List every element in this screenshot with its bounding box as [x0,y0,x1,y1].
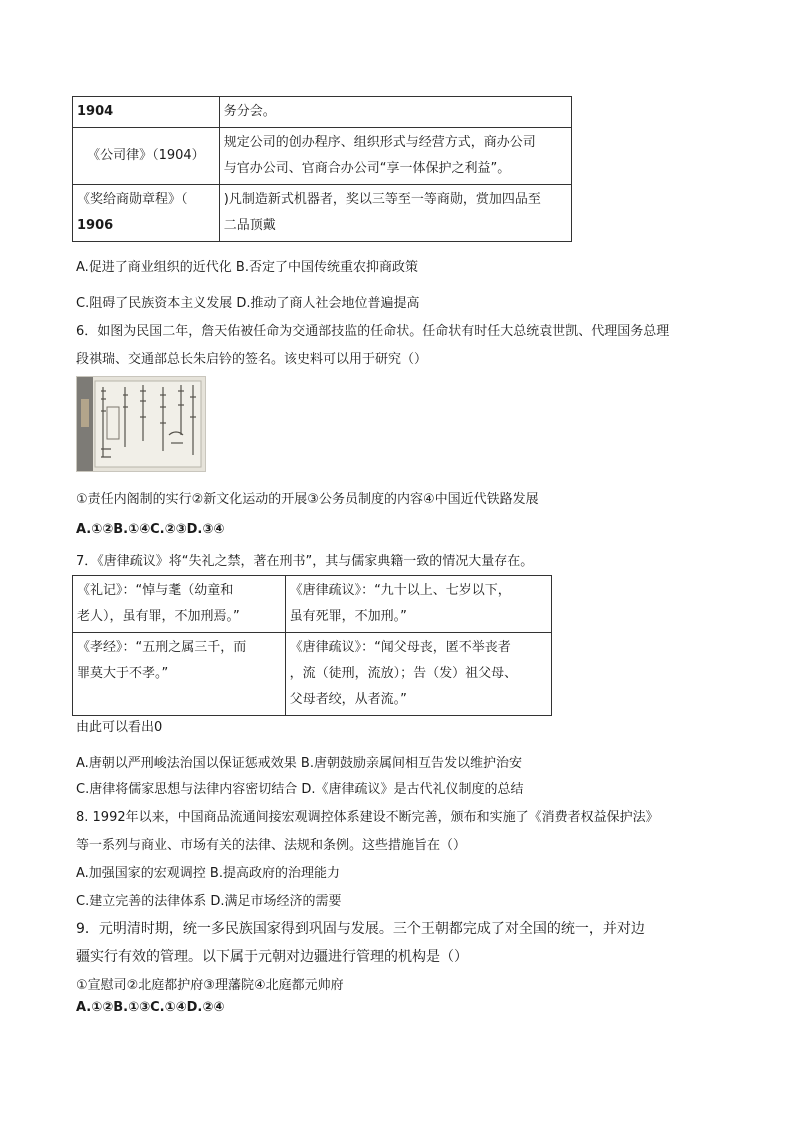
q7-options-cd: C.唐律将儒家思想与法律内容密切结合 D.《唐律疏议》是古代礼仪制度的总结 [76,782,524,797]
q6-options: A.①②B.①④C.②③D.③④ [76,522,225,537]
table-cell [219,128,571,185]
q7-options-ab: A.唐朝以严刑峻法治国以保证惩戒效果 B.唐朝鼓励亲属间相互告发以维护治安 [76,756,522,771]
q7-conclusion: 由此可以看出0 [76,720,163,735]
table-cell [285,576,551,633]
table-cell [73,576,286,633]
q6-stem-line1: 6．如图为民国二年，詹天佑被任命为交通部技监的任命状。任命状有时任大总统袁世凯、代理国务总理 [76,324,670,339]
table-row [73,97,572,128]
table-cell: 务分会。 [219,97,571,128]
cell-line: 《礼记》：“悼与耄（幼童和 [77,583,234,598]
q6-items: ①责任内阁制的实行②新文化运动的开展③公务员制度的内容④中国近代铁路发展 [76,492,539,507]
certificate-photo [77,377,205,471]
table-row [73,576,552,633]
q6-stem-line2: 段祺瑞、交通部总长朱启钤的签名。该史料可以用于研究（） [76,352,428,367]
table-cell [285,633,551,716]
reform-table [72,96,572,242]
cell-line: 罪莫大于不孝。” [77,666,169,681]
cell-line: 《孝经》：“五刑之属三千，而 [77,640,247,655]
q9-options: A.①②B.①③C.①④D.②④ [76,1000,225,1015]
cell-line: 父母者绞，从者流。” [289,692,407,707]
cell-line: 《奖给商勋章程》（ [77,192,188,207]
q8-stem-line1: 8. 1992年以来，中国商品流通间接宏观调控体系建设不断完善，颁布和实施了《消费者权益保护法》 [76,810,659,825]
appointment-certificate-image [76,376,206,472]
q5-options-cd: C.阻碍了民族资本主义发展 D.推动了商人社会地位普遍提高 [76,296,420,311]
table-row [73,128,572,185]
cell-line: 1906 [77,218,114,233]
cell-line: 虽有死罪，不加刑。” [289,609,407,624]
table-cell [219,185,571,242]
table-cell [73,185,220,242]
cell-line: 《唐律疏议》：“九十以上、七岁以下， [289,583,511,598]
cell-line: 规定公司的创办程序、组织形式与经营方式，商办公司 [223,135,536,150]
cell-line: 二品顶戴 [223,218,276,233]
q8-options-cd: C.建立完善的法律体系 D.满足市场经济的需要 [76,894,342,909]
q5-options-ab: A.促进了商业组织的近代化 B.否定了中国传统重农抑商政策 [76,260,418,275]
cell-line: 与官办公司、官商合办公司“享一体保护之利益”。 [223,161,511,176]
table-cell: 1904 [73,97,220,128]
q9-items: ①宣慰司②北庭都护府③理藩院④北庭都元帅府 [76,978,344,993]
cell-line: 《唐律疏议》：“闻父母丧，匿不举丧者 [289,640,511,655]
q8-stem-line2: 等一系列与商业、市场有关的法律、法规和条例。这些措施旨在（） [76,838,467,853]
q9-stem-line1: 9．元明清时期，统一多民族国家得到巩固与发展。三个王朝都完成了对全国的统一，并对边 [76,921,645,937]
q7-stem: 7．《唐律疏议》将“失礼之禁，著在刑书”，其与儒家典籍一致的情况大量存在。 [76,554,534,569]
cell-line: )凡制造新式机器者，奖以三等至一等商勋，赏加四品至 [223,192,541,207]
table-row [73,633,552,716]
q8-options-ab: A.加强国家的宏观调控 B.提高政府的治理能力 [76,866,340,881]
table-cell: 《公司律》（1904） [73,128,220,185]
table-row [73,185,572,242]
q9-stem-line2: 疆实行有效的管理。以下属于元朝对边疆进行管理的机构是（） [76,949,468,965]
cell-line: 老人），虽有罪，不加刑焉。” [77,609,240,624]
tang-code-table [72,575,552,716]
table-cell [73,633,286,716]
cell-line: ，流（徒刑，流放）；告（发）祖父母、 [289,666,518,681]
